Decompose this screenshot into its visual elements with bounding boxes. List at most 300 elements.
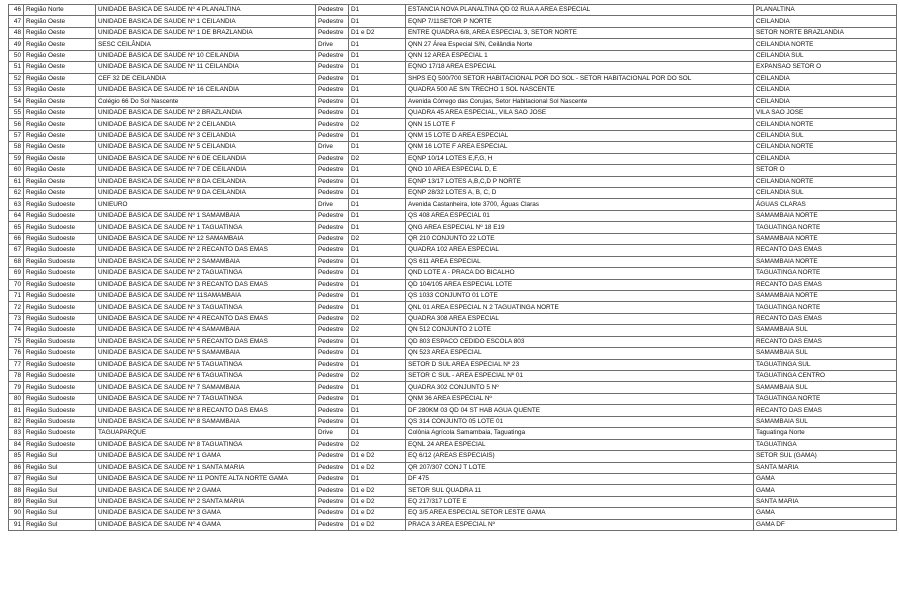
unit-name-cell: UNIDADE BASICA DE SAUDE Nº 16 CEILANDIA [96,85,316,96]
access-type-cell: Pedestre [316,451,349,462]
row-number: 78 [9,371,24,382]
neighborhood-cell: TAGUATINGA NORTE [754,302,897,313]
table-row [9,85,897,96]
access-type-cell: Drive [316,142,349,153]
dose-cell: D1 [349,336,406,347]
unit-name-cell: UNIDADE BASICA DE SAUDE Nº 2 TAGUATINGA [96,268,316,279]
row-number: 84 [9,439,24,450]
dose-cell: D1 [349,96,406,107]
unit-name-cell: UNIDADE BASICA DE SAUDE Nº 10 CEILANDIA [96,50,316,61]
dose-cell: D2 [349,153,406,164]
dose-cell: D1 [349,176,406,187]
neighborhood-cell: TAGUATINGA CENTRO [754,371,897,382]
region-cell: Região Sudoeste [24,199,96,210]
access-type-cell: Pedestre [316,359,349,370]
address-cell: QD 104/105 AREA ESPECIAL LOTE [406,279,754,290]
region-cell: Região Sudoeste [24,416,96,427]
region-cell: Região Sul [24,496,96,507]
unit-name-cell: UNIDADE BASICA DE SAUDE Nº 8 TAGUATINGA [96,439,316,450]
table-row [9,27,897,38]
address-cell: SETOR D SUL AREA ESPECIAL Nº 23 [406,359,754,370]
row-number: 59 [9,153,24,164]
address-cell: QNN 27 Área Especial S/N, Ceilândia Norte [406,39,754,50]
row-number: 63 [9,199,24,210]
table-row [9,176,897,187]
access-type-cell: Pedestre [316,336,349,347]
table-row [9,130,897,141]
access-type-cell: Pedestre [316,256,349,267]
table-row [9,96,897,107]
address-cell: QN 523 AREA ESPECIAL [406,348,754,359]
access-type-cell: Drive [316,428,349,439]
unit-name-cell: UNIDADE BASICA DE SAUDE Nº 5 SAMAMBAIA [96,348,316,359]
address-cell: QUADRA 102 AREA ESPECIAL [406,245,754,256]
neighborhood-cell: TAGUATINGA [754,439,897,450]
dose-cell: D1 [349,416,406,427]
neighborhood-cell: VILA SAO JOSE [754,107,897,118]
unit-name-cell: UNIDADE BASICA DE SAUDE Nº 11 PONTE ALTA NORTE GAMA [96,473,316,484]
unit-name-cell: UNIDADE BASICA DE SAUDE Nº 1 GAMA [96,451,316,462]
row-number: 55 [9,107,24,118]
neighborhood-cell: ÁGUAS CLARAS [754,199,897,210]
row-number: 77 [9,359,24,370]
table-row [9,188,897,199]
unit-name-cell: UNIDADE BASICA DE SAUDE Nº 12 SAMAMBAIA [96,233,316,244]
dose-cell: D1 [349,199,406,210]
access-type-cell: Pedestre [316,485,349,496]
access-type-cell: Pedestre [316,85,349,96]
address-cell: QNM 15 LOTE D AREA ESPECIAL [406,130,754,141]
access-type-cell: Pedestre [316,313,349,324]
table-row [9,165,897,176]
unit-name-cell: UNIDADE BASICA DE SAUDE Nº 2 BRAZLANDIA [96,107,316,118]
table-row [9,428,897,439]
address-cell: QNG AREA ESPECIAL Nº 18 E19 [406,222,754,233]
access-type-cell: Pedestre [316,473,349,484]
row-number: 51 [9,62,24,73]
dose-cell: D1 e D2 [349,27,406,38]
address-cell: Avenida Castanheira, lote 3700, Águas Claras [406,199,754,210]
region-cell: Região Oeste [24,188,96,199]
unit-name-cell: UNIDADE BASICA DE SAUDE Nº 9 DA CEILANDIA [96,188,316,199]
table-row [9,382,897,393]
row-number: 46 [9,5,24,16]
region-cell: Região Oeste [24,50,96,61]
neighborhood-cell: GAMA [754,485,897,496]
neighborhood-cell: RECANTO DAS EMAS [754,405,897,416]
unit-name-cell: UNIDADE BASICA DE SAUDE Nº 1 CEILANDIA [96,16,316,27]
dose-cell: D1 [349,142,406,153]
dose-cell: D1 e D2 [349,496,406,507]
neighborhood-cell: GAMA [754,473,897,484]
row-number: 89 [9,496,24,507]
table-row [9,473,897,484]
dose-cell: D1 [349,107,406,118]
address-cell: QNM 36 AREA ESPECIAL Nº [406,393,754,404]
dose-cell: D1 [349,382,406,393]
table-row [9,153,897,164]
row-number: 53 [9,85,24,96]
access-type-cell: Pedestre [316,279,349,290]
address-cell: ESTANCIA NOVA PLANALTINA QD 02 RUA A AREA ESPECIAL [406,5,754,16]
table-row [9,199,897,210]
row-number: 83 [9,428,24,439]
neighborhood-cell: CEILANDIA [754,73,897,84]
unit-name-cell: UNIDADE BASICA DE SAUDE Nº 2 CEILANDIA [96,119,316,130]
unit-name-cell: UNIDADE BASICA DE SAUDE Nº 2 SANTA MARIA [96,496,316,507]
neighborhood-cell: SAMAMBAIA SUL [754,416,897,427]
unit-name-cell: UNIDADE BASICA DE SAUDE Nº 8 SAMAMBAIA [96,416,316,427]
region-cell: Região Sul [24,519,96,530]
region-cell: Região Sudoeste [24,313,96,324]
row-number: 75 [9,336,24,347]
unit-name-cell: UNIDADE BASICA DE SAUDE Nº 8 DA CEILANDIA [96,176,316,187]
neighborhood-cell: SAMAMBAIA SUL [754,325,897,336]
row-number: 50 [9,50,24,61]
access-type-cell: Pedestre [316,73,349,84]
dose-cell: D1 [349,188,406,199]
table-row [9,371,897,382]
row-number: 60 [9,165,24,176]
neighborhood-cell: SAMAMBAIA NORTE [754,256,897,267]
table-row [9,50,897,61]
row-number: 88 [9,485,24,496]
access-type-cell: Pedestre [316,405,349,416]
unit-name-cell: UNIDADE BASICA DE SAUDE Nº 4 GAMA [96,519,316,530]
neighborhood-cell: CEILANDIA [754,16,897,27]
neighborhood-cell: SAMAMBAIA SUL [754,382,897,393]
address-cell: EQNO 17/18 AREA ESPECIAL [406,62,754,73]
unit-name-cell: UNIDADE BASICA DE SAUDE Nº 3 GAMA [96,508,316,519]
address-cell: QNN 12 AREA ESPECIAL 1 [406,50,754,61]
access-type-cell: Pedestre [316,439,349,450]
region-cell: Região Sudoeste [24,222,96,233]
address-cell: QNM 16 LOTE F AREA ESPECIAL [406,142,754,153]
table-row [9,416,897,427]
access-type-cell: Pedestre [316,325,349,336]
neighborhood-cell: TAGUATINGA NORTE [754,222,897,233]
access-type-cell: Pedestre [316,5,349,16]
unit-name-cell: CEF 32 DE CEILANDIA [96,73,316,84]
neighborhood-cell: CEILANDIA NORTE [754,176,897,187]
table-row [9,245,897,256]
dose-cell: D1 [349,359,406,370]
access-type-cell: Pedestre [316,210,349,221]
unit-name-cell: UNIDADE BASICA DE SAUDE Nº 7 TAGUATINGA [96,393,316,404]
address-cell: DF 280KM 03 QD 04 ST HAB AGUA QUENTE [406,405,754,416]
row-number: 52 [9,73,24,84]
row-number: 91 [9,519,24,530]
region-cell: Região Sudoeste [24,393,96,404]
dose-cell: D1 e D2 [349,508,406,519]
table-row [9,496,897,507]
address-cell: EQNL 24 AREA ESPECIAL [406,439,754,450]
access-type-cell: Pedestre [316,519,349,530]
address-cell: EQ 3/5 AREA ESPECIAL SETOR LESTE GAMA [406,508,754,519]
address-cell: SETOR C SUL - AREA ESPECIAL Nº 01 [406,371,754,382]
region-cell: Região Sudoeste [24,256,96,267]
unit-name-cell: UNIDADE BASICA DE SAUDE Nº 11 CEILANDIA [96,62,316,73]
address-cell: DF 475 [406,473,754,484]
table-row [9,119,897,130]
access-type-cell: Pedestre [316,27,349,38]
neighborhood-cell: SETOR O [754,165,897,176]
table-row [9,210,897,221]
access-type-cell: Pedestre [316,416,349,427]
dose-cell: D1 [349,302,406,313]
region-cell: Região Oeste [24,73,96,84]
unit-name-cell: UNIEURO [96,199,316,210]
address-cell: QUADRA 500 AE S/N TRECHO 1 SOL NASCENTE [406,85,754,96]
address-cell: EQNP 28/32 LOTES A, B, C, D [406,188,754,199]
row-number: 61 [9,176,24,187]
neighborhood-cell: SANTA MARIA [754,462,897,473]
dose-cell: D1 [349,50,406,61]
row-number: 67 [9,245,24,256]
access-type-cell: Pedestre [316,462,349,473]
access-type-cell: Drive [316,39,349,50]
unit-name-cell: UNIDADE BASICA DE SAUDE Nº 6 DE CEILANDIA [96,153,316,164]
table-row [9,439,897,450]
address-cell: QNO 10 AREA ESPECIAL D, E [406,165,754,176]
row-number: 68 [9,256,24,267]
region-cell: Região Oeste [24,153,96,164]
access-type-cell: Pedestre [316,290,349,301]
region-cell: Região Sudoeste [24,359,96,370]
address-cell: Colônia Agrícola Samambaia, Taguatinga [406,428,754,439]
row-number: 87 [9,473,24,484]
dose-cell: D2 [349,439,406,450]
unit-name-cell: UNIDADE BASICA DE SAUDE Nº 7 DE CEILANDIA [96,165,316,176]
neighborhood-cell: TAGUATINGA NORTE [754,268,897,279]
access-type-cell: Pedestre [316,393,349,404]
row-number: 81 [9,405,24,416]
region-cell: Região Sul [24,473,96,484]
unit-name-cell: UNIDADE BASICA DE SAUDE Nº 3 TAGUATINGA [96,302,316,313]
unit-name-cell: UNIDADE BASICA DE SAUDE Nº 11SAMAMBAIA [96,290,316,301]
table-row [9,336,897,347]
access-type-cell: Pedestre [316,508,349,519]
region-cell: Região Oeste [24,130,96,141]
unit-name-cell: UNIDADE BASICA DE SAUDE Nº 5 CEILANDIA [96,142,316,153]
region-cell: Região Oeste [24,62,96,73]
region-cell: Região Sudoeste [24,279,96,290]
unit-name-cell: UNIDADE BASICA DE SAUDE Nº 4 RECANTO DAS EMAS [96,313,316,324]
dose-cell: D1 [349,5,406,16]
row-number: 82 [9,416,24,427]
row-number: 90 [9,508,24,519]
access-type-cell: Pedestre [316,188,349,199]
table-row [9,462,897,473]
neighborhood-cell: RECANTO DAS EMAS [754,279,897,290]
dose-cell: D1 [349,405,406,416]
neighborhood-cell: CEILANDIA [754,153,897,164]
region-cell: Região Oeste [24,85,96,96]
dose-cell: D2 [349,313,406,324]
row-number: 69 [9,268,24,279]
region-cell: Região Sudoeste [24,336,96,347]
address-cell: QUADRA 308 AREA ESPECIAL [406,313,754,324]
neighborhood-cell: SAMAMBAIA NORTE [754,210,897,221]
region-cell: Região Oeste [24,176,96,187]
neighborhood-cell: SANTA MARIA [754,496,897,507]
dose-cell: D1 [349,62,406,73]
dose-cell: D1 [349,428,406,439]
dose-cell: D1 [349,245,406,256]
address-cell: EQNP 10/14 LOTES E,F,G, H [406,153,754,164]
region-cell: Região Sudoeste [24,428,96,439]
dose-cell: D1 [349,210,406,221]
row-number: 72 [9,302,24,313]
neighborhood-cell: SAMAMBAIA NORTE [754,290,897,301]
region-cell: Região Oeste [24,96,96,107]
address-cell: SETOR SUL QUADRA 11 [406,485,754,496]
address-cell: PRACA 3 AREA ESPECIAL Nº [406,519,754,530]
unit-name-cell: UNIDADE BASICA DE SAUDE Nº 2 SAMAMBAIA [96,256,316,267]
table-row [9,5,897,16]
table-row [9,256,897,267]
access-type-cell: Pedestre [316,62,349,73]
region-cell: Região Sudoeste [24,439,96,450]
row-number: 49 [9,39,24,50]
access-type-cell: Pedestre [316,153,349,164]
access-type-cell: Pedestre [316,119,349,130]
region-cell: Região Sudoeste [24,371,96,382]
neighborhood-cell: SETOR SUL (GAMA) [754,451,897,462]
address-cell: QS 1033 CONJUNTO 01 LOTE [406,290,754,301]
access-type-cell: Pedestre [316,165,349,176]
row-number: 62 [9,188,24,199]
region-cell: Região Norte [24,5,96,16]
access-type-cell: Pedestre [316,382,349,393]
row-number: 47 [9,16,24,27]
dose-cell: D2 [349,325,406,336]
neighborhood-cell: CEILANDIA [754,96,897,107]
access-type-cell: Pedestre [316,50,349,61]
access-type-cell: Pedestre [316,233,349,244]
vaccination-sites-table [8,4,897,531]
region-cell: Região Sudoeste [24,233,96,244]
row-number: 79 [9,382,24,393]
unit-name-cell: UNIDADE BASICA DE SAUDE Nº 7 SAMAMBAIA [96,382,316,393]
dose-cell: D1 [349,39,406,50]
dose-cell: D1 [349,165,406,176]
region-cell: Região Oeste [24,119,96,130]
dose-cell: D1 [349,256,406,267]
region-cell: Região Sul [24,485,96,496]
unit-name-cell: UNIDADE BASICA DE SAUDE Nº 6 TAGUATINGA [96,371,316,382]
address-cell: QS 611 AREA ESPECIAL [406,256,754,267]
region-cell: Região Oeste [24,165,96,176]
unit-name-cell: Colégio 66 Do Sol Nascente [96,96,316,107]
region-cell: Região Oeste [24,39,96,50]
table-row [9,359,897,370]
address-cell: QUADRA 302 CONJUNTO 5 Nº [406,382,754,393]
neighborhood-cell: TAGUATINGA SUL [754,359,897,370]
access-type-cell: Pedestre [316,496,349,507]
region-cell: Região Oeste [24,107,96,118]
unit-name-cell: UNIDADE BASICA DE SAUDE Nº 3 RECANTO DAS EMAS [96,279,316,290]
neighborhood-cell: RECANTO DAS EMAS [754,313,897,324]
dose-cell: D1 e D2 [349,519,406,530]
row-number: 65 [9,222,24,233]
unit-name-cell: UNIDADE BASICA DE SAUDE Nº 4 PLANALTINA [96,5,316,16]
address-cell: EQNP 13/17 LOTES A,B,C,D P NORTE [406,176,754,187]
neighborhood-cell: RECANTO DAS EMAS [754,336,897,347]
unit-name-cell: UNIDADE BASICA DE SAUDE Nº 8 RECANTO DAS EMAS [96,405,316,416]
address-cell: QNL 01 AREA ESPECIAL N 2 TAGUATINGA NORTE [406,302,754,313]
address-cell: QUADRA 45 AREA ESPECIAL, VILA SAO JOSE [406,107,754,118]
table-row [9,222,897,233]
access-type-cell: Pedestre [316,371,349,382]
dose-cell: D1 [349,85,406,96]
dose-cell: D2 [349,119,406,130]
address-cell: EQ 6/12 (AREAS ESPECIAIS) [406,451,754,462]
unit-name-cell: SESC CEILÂNDIA [96,39,316,50]
address-cell: QND LOTE A - PRACA DO BICALHO [406,268,754,279]
dose-cell: D1 [349,268,406,279]
neighborhood-cell: CEILANDIA NORTE [754,142,897,153]
table-row [9,485,897,496]
table-row [9,393,897,404]
unit-name-cell: UNIDADE BASICA DE SAUDE Nº 2 RECANTO DAS EMAS [96,245,316,256]
unit-name-cell: UNIDADE BASICA DE SAUDE Nº 4 SAMAMBAIA [96,325,316,336]
row-number: 74 [9,325,24,336]
neighborhood-cell: RECANTO DAS EMAS [754,245,897,256]
address-cell: SHPS EQ 500/700 SETOR HABITACIONAL POR DO SOL - SETOR HABITACIONAL POR DO SOL [406,73,754,84]
region-cell: Região Sul [24,508,96,519]
address-cell: QS 314 CONJUNTO 05 LOTE 01 [406,416,754,427]
table-row [9,268,897,279]
neighborhood-cell: SAMAMBAIA NORTE [754,233,897,244]
table-row [9,279,897,290]
region-cell: Região Sudoeste [24,268,96,279]
table-row [9,348,897,359]
access-type-cell: Pedestre [316,130,349,141]
dose-cell: D1 e D2 [349,451,406,462]
access-type-cell: Pedestre [316,96,349,107]
row-number: 66 [9,233,24,244]
region-cell: Região Sul [24,451,96,462]
access-type-cell: Pedestre [316,302,349,313]
access-type-cell: Pedestre [316,16,349,27]
table-row [9,290,897,301]
address-cell: QS 408 AREA ESPECIAL 01 [406,210,754,221]
neighborhood-cell: SETOR NORTE BRAZLANDIA [754,27,897,38]
address-cell: QR 207/307 CONJ T LOTE [406,462,754,473]
neighborhood-cell: SAMAMBAIA SUL [754,348,897,359]
unit-name-cell: UNIDADE BASICA DE SAUDE Nº 2 GAMA [96,485,316,496]
dose-cell: D1 [349,290,406,301]
region-cell: Região Oeste [24,27,96,38]
dose-cell: D1 [349,73,406,84]
table-row [9,39,897,50]
table-row [9,233,897,244]
table-row [9,73,897,84]
row-number: 71 [9,290,24,301]
unit-name-cell: UNIDADE BASICA DE SAUDE Nº 1 SANTA MARIA [96,462,316,473]
row-number: 48 [9,27,24,38]
region-cell: Região Oeste [24,16,96,27]
row-number: 58 [9,142,24,153]
row-number: 70 [9,279,24,290]
unit-name-cell: UNIDADE BASICA DE SAUDE Nº 1 SAMAMBAIA [96,210,316,221]
dose-cell: D1 e D2 [349,462,406,473]
region-cell: Região Sudoeste [24,348,96,359]
table-row [9,62,897,73]
neighborhood-cell: EXPANSAO SETOR O [754,62,897,73]
neighborhood-cell: CEILANDIA SUL [754,188,897,199]
